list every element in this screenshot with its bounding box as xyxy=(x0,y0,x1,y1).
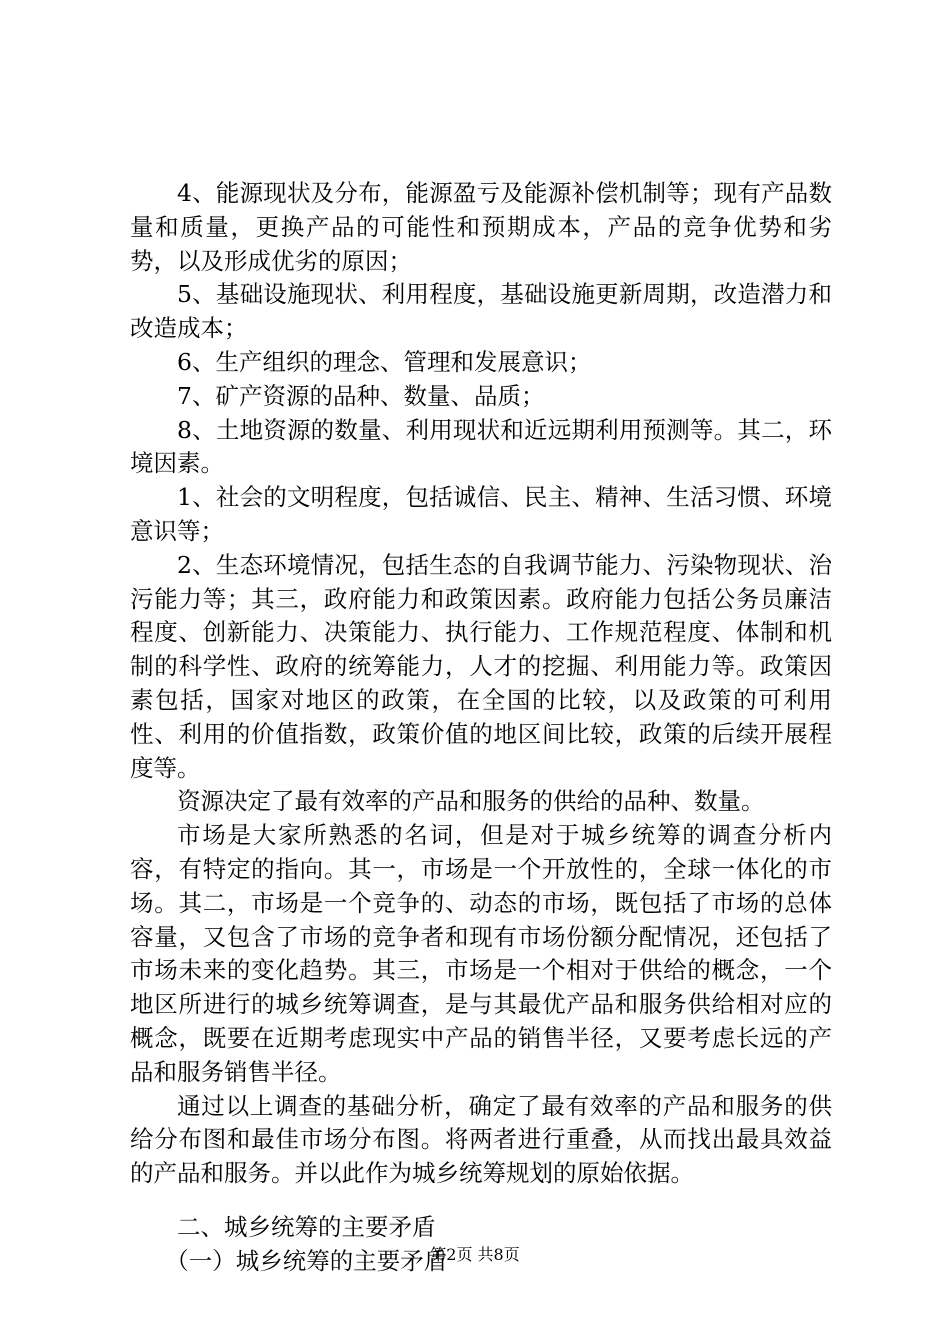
paragraph: 市场是大家所熟悉的名词，但是对于城乡统筹的调查分析内容，有特定的指向。其一，市场是一个开放性的，全球一体化的市场。其二，市场是一个竞争的、动态的市场，既包括了市场的总体容量，又包含了市场的竞争者和现有市场份额分配情况，还包括了市场未来的变化趋势。其三，市场是一个相对于供给的概念，一个地区所进行的城乡统筹调查，是与其最优产品和服务供给相对应的概念，既要在近期考虑现实中产品的销售半径，又要考虑长远的产品和服务销售半径。 xyxy=(130,821,832,1086)
section-heading: 二、城乡统筹的主要矛盾 xyxy=(177,1212,436,1241)
paragraph: 4、能源现状及分布，能源盈亏及能源补偿机制等；现有产品数量和质量，更换产品的可能性和预期成本，产品的竞争优势和劣势，以及形成优劣的原因； xyxy=(130,179,832,275)
paragraph: 7、矿产资源的品种、数量、品质； xyxy=(177,381,545,410)
paragraph: 资源决定了最有效率的产品和服务的供给的品种、数量。 xyxy=(177,787,765,816)
paragraph: 5、基础设施现状、利用程度，基础设施更新周期，改造潜力和改造成本； xyxy=(130,280,832,343)
paragraph: 1、社会的文明程度，包括诚信、民主、精神、生活习惯、环境意识等； xyxy=(130,483,832,545)
paragraph: 2、生态环境情况，包括生态的自我调节能力、污染物现状、治污能力等；其三，政府能力和政策因素。政府能力包括公务员廉洁程度、创新能力、决策能力、执行能力、工作规范程度、体制和机制的科学性、政府的统筹能力，人才的挖掘、利用能力等。政策因素包括，国家对地区的政策，在全国的比较，以及政策的可利用性、利用的价值指数，政策价值的地区间比较，政策的后续开展程度等。 xyxy=(130,550,832,782)
paragraph: 8、土地资源的数量、利用现状和近远期利用预测等。其二，环境因素。 xyxy=(130,415,832,478)
paragraph: 6、生产组织的理念、管理和发展意识； xyxy=(177,347,592,376)
section-spacer xyxy=(130,1191,832,1211)
subsection-heading: （一）城乡统筹的主要矛盾 xyxy=(165,1246,448,1275)
page-number-footer: 第2页 共8页 xyxy=(430,1245,520,1264)
paragraph: 通过以上调查的基础分析，确定了最有效率的产品和服务的供给分布图和最佳市场分布图。将两者进行重叠，从而找出最具效益的产品和服务。并以此作为城乡统筹规划的原始依据。 xyxy=(130,1091,832,1188)
document-body xyxy=(130,177,832,1279)
